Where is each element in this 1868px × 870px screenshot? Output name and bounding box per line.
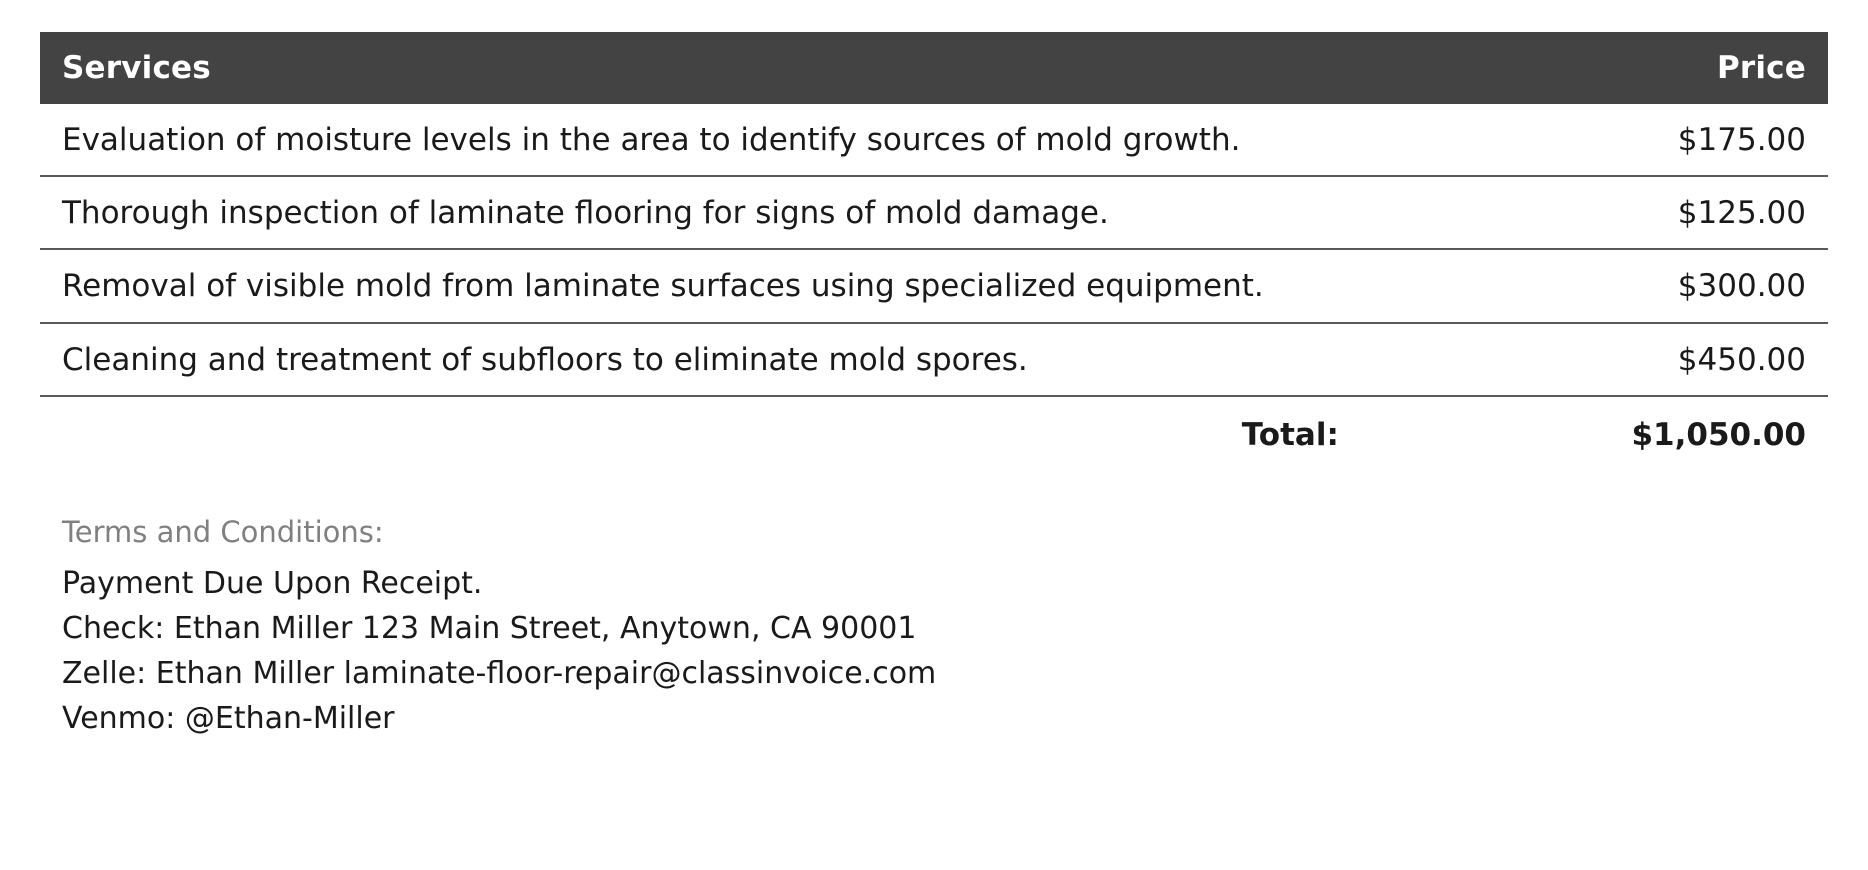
terms-line-check: Check: Ethan Miller 123 Main Street, Anytown, CA 90001 [62, 610, 917, 646]
service-description: Removal of visible mold from laminate surfaces using specialized equipment. [40, 249, 1399, 322]
service-price: $300.00 [1399, 249, 1828, 322]
table-row [40, 176, 1828, 249]
service-price: $175.00 [1399, 104, 1828, 176]
service-description: Evaluation of moisture levels in the area to identify sources of mold growth. [40, 104, 1399, 176]
column-header-price: Price [1716, 50, 1806, 86]
table-row [40, 249, 1828, 322]
table-total-row [40, 396, 1828, 463]
column-header-services: Services [62, 50, 211, 86]
table-row [40, 323, 1828, 396]
table-row [40, 104, 1828, 176]
terms-title: Terms and Conditions: [62, 514, 384, 549]
service-price: $125.00 [1399, 176, 1828, 249]
total-label: Total: [1241, 416, 1339, 453]
total-amount: $1,050.00 [1631, 416, 1806, 453]
terms-line-payment: Payment Due Upon Receipt. [62, 565, 483, 601]
service-description: Cleaning and treatment of subfloors to eliminate mold spores. [40, 323, 1399, 396]
terms-line-zelle: Zelle: Ethan Miller laminate-floor-repair@classinvoice.com [62, 655, 937, 691]
terms-line-venmo: Venmo: @Ethan-Miller [62, 700, 395, 736]
service-price: $450.00 [1399, 323, 1828, 396]
service-description: Thorough inspection of laminate flooring for signs of mold damage. [40, 176, 1399, 249]
terms-and-conditions-section [40, 515, 1828, 741]
table-header-row [40, 32, 1828, 104]
services-table [40, 32, 1828, 463]
